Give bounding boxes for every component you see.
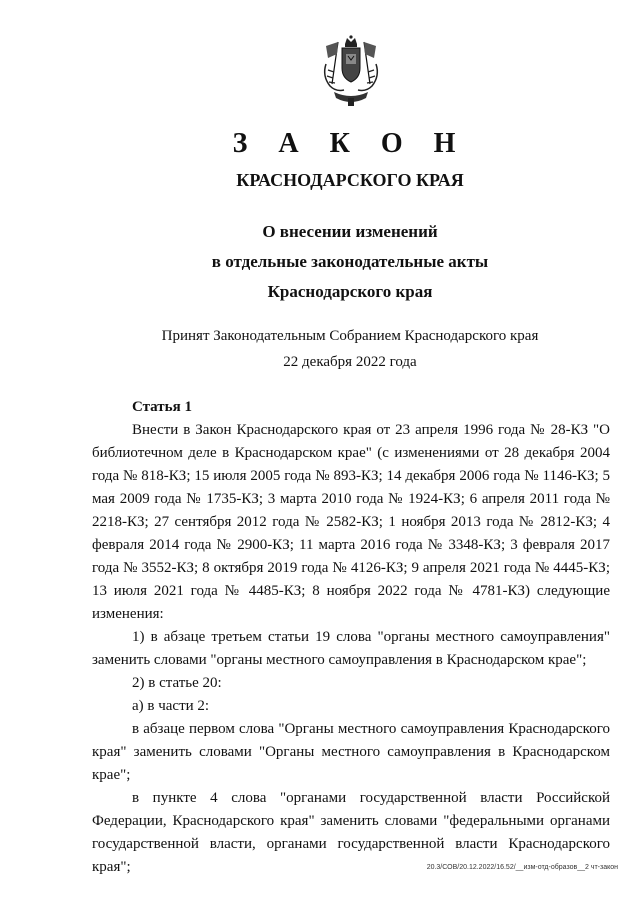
law-subject-line-2: в отдельные законодательные акты [211, 252, 489, 271]
document-type-title: З А К О Н [232, 128, 468, 159]
adoption-date: 22 декабря 2022 года [283, 354, 417, 370]
adoption-statement: Принят Законодательным Собранием Краснодарского края [161, 328, 539, 344]
law-body [92, 396, 610, 879]
article-heading: Статья 1 [132, 399, 192, 415]
law-subject-line-3: Краснодарского края [267, 282, 433, 301]
krasnodar-coat-of-arms-icon [318, 34, 384, 110]
article-paragraph: в пункте 4 слова "органами государственной власти Российской Федерации, Краснодарского края" заменить словами "федеральными органами государственной власти, органами государственной власти Краснодарского края"; [92, 790, 610, 875]
article-paragraph: Внести в Закон Краснодарского края от 23 апреля 1996 года № 28-КЗ "О библиотечном деле в Краснодарском крае" (с изменениями от 28 декабря 2004 года № 818-КЗ; 15 июля 2005 года № 893-КЗ; 14 декабря 2006 года № 1146-КЗ; 5 мая 2009 года № 1735-КЗ; 3 марта 2010 года № 1924-КЗ; 6 апреля 2011 года № 2218-КЗ; 27 сентября 2012 года № 2582-КЗ; 1 ноября 2013 года № 2812-КЗ; 4 февраля 2014 года № 2900-КЗ; 11 марта 2016 года № 3348-КЗ; 3 февраля 2017 года № 3552-КЗ; 8 октября 2019 года № 4126-КЗ; 9 апреля 2021 года № 4445-КЗ; 13 июля 2021 года № 4485-КЗ; 8 ноября 2022 года № 4781-КЗ) следующие изменения: [92, 422, 610, 622]
article-paragraph: 1) в абзаце третьем статьи 19 слова "органы местного самоуправления" заменить словами "органы местного самоуправления в Краснодарском крае"; [92, 629, 610, 668]
law-subject-line-1: О внесении изменений [262, 222, 438, 241]
article-paragraph: в абзаце первом слова "Органы местного самоуправления Краснодарского края" заменить словами "Органы местного самоуправления в Краснодарском крае"; [92, 721, 610, 783]
document-code: 20.3/СОВ/20.12.2022/16.52/__изм-отд-образов__2 чт-закон [426, 864, 618, 871]
region-title: КРАСНОДАРСКОГО КРАЯ [236, 170, 464, 190]
article-paragraph: а) в части 2: [132, 698, 210, 714]
article-paragraph: 2) в статье 20: [132, 675, 222, 691]
